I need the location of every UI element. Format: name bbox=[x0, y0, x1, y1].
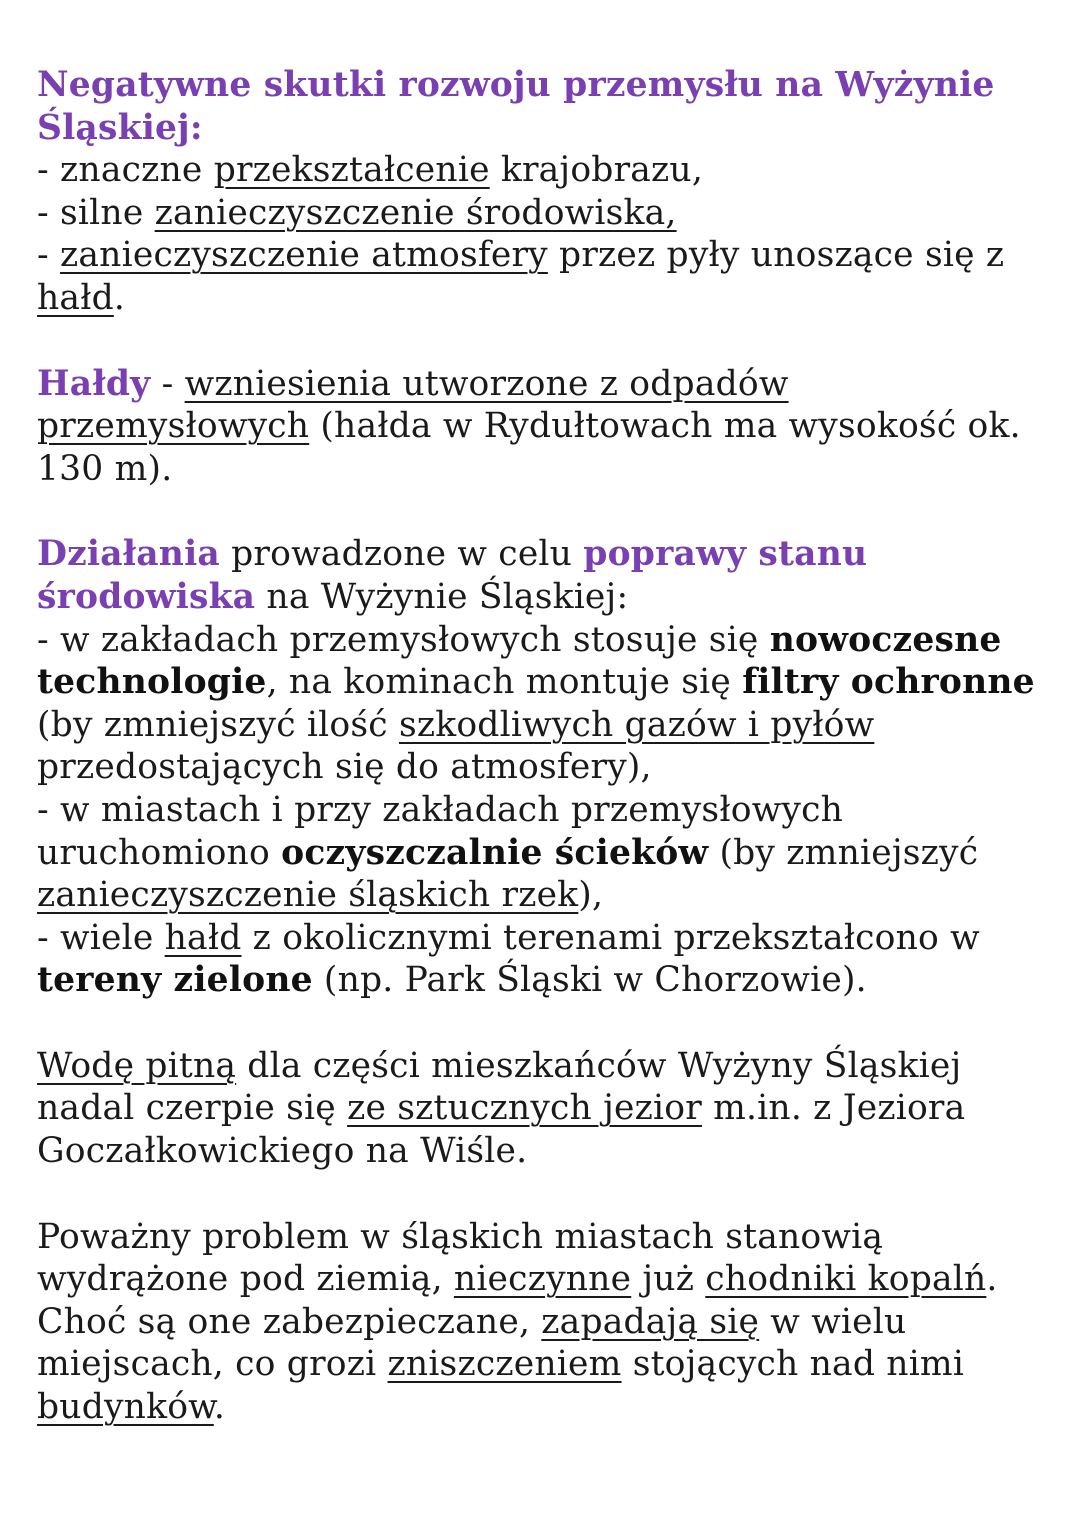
text-run: . bbox=[213, 1387, 225, 1428]
section-negative-effects bbox=[37, 64, 1047, 320]
underlined-text: hałd bbox=[37, 277, 114, 318]
text-line bbox=[37, 363, 1047, 406]
text-run: na Wyżynie Śląskiej: bbox=[255, 576, 629, 617]
term-highlight: środowiska bbox=[37, 576, 256, 617]
underlined-text: ze sztucznych jezior bbox=[347, 1088, 702, 1129]
bullet-line bbox=[37, 192, 1047, 235]
text-run: krajobrazu, bbox=[489, 150, 704, 191]
text-run: m.in. z Jeziora bbox=[701, 1088, 966, 1129]
bullet-line: - w miastach i przy zakładach przemysłowych bbox=[37, 789, 844, 830]
underlined-text: zapadają się bbox=[541, 1301, 760, 1342]
underlined-text: zanieczyszczenie śląskich rzek bbox=[37, 875, 579, 916]
text-line bbox=[37, 704, 1047, 747]
bullet-line bbox=[37, 917, 1047, 960]
text-run: (np. Park Śląski w Chorzowie). bbox=[312, 960, 867, 1001]
text-line bbox=[37, 576, 1047, 619]
text-line bbox=[37, 1045, 1047, 1088]
text-run: przez pyły unoszące się z bbox=[547, 235, 1005, 276]
text-run: . bbox=[986, 1259, 998, 1300]
text-line bbox=[37, 405, 1047, 448]
text-line: przedostających się do atmosfery), bbox=[37, 747, 652, 788]
text-line bbox=[37, 1386, 1047, 1429]
bold-text: nowoczesne bbox=[769, 619, 1002, 660]
text-run: dla części mieszkańców Wyżyny Śląskiej bbox=[236, 1045, 962, 1086]
text-run: (by zmniejszyć ilość bbox=[37, 704, 399, 745]
text-run: , na kominach montuje się bbox=[266, 662, 743, 703]
text-line bbox=[37, 1301, 1047, 1344]
bold-text: oczyszczalnie ścieków bbox=[281, 832, 709, 873]
text-run: prowadzone w celu bbox=[219, 534, 584, 575]
bold-text: filtry ochronne bbox=[742, 662, 1035, 703]
term-highlight: poprawy stanu bbox=[583, 534, 868, 575]
underlined-text: chodniki kopalń bbox=[705, 1259, 987, 1300]
section-heading-line: Śląskiej: bbox=[37, 107, 203, 148]
underlined-text: zanieczyszczenie środowiska, bbox=[154, 192, 677, 233]
term-highlight: Działania bbox=[37, 534, 220, 575]
text-line bbox=[37, 874, 1047, 917]
bullet-line bbox=[37, 149, 1047, 192]
section-haldy-definition bbox=[37, 363, 1047, 491]
text-run: - silne bbox=[37, 192, 155, 233]
text-line: 130 m). bbox=[37, 448, 173, 489]
text-line bbox=[37, 832, 1047, 875]
text-line: Poważny problem w śląskich miastach stanowią bbox=[37, 1216, 884, 1257]
text-line bbox=[37, 533, 1047, 576]
text-run: . bbox=[113, 277, 126, 318]
text-run: (by zmniejszyć bbox=[708, 832, 979, 873]
section-mine-tunnels bbox=[37, 1216, 1047, 1429]
section-actions bbox=[37, 533, 1047, 1002]
text-line bbox=[37, 1087, 1047, 1130]
text-run: miejscach, co grozi bbox=[37, 1344, 388, 1385]
text-run: - bbox=[150, 363, 185, 404]
underlined-text: zniszczeniem bbox=[387, 1344, 622, 1385]
text-run: - znaczne bbox=[37, 150, 214, 191]
text-line bbox=[37, 1258, 1047, 1301]
bold-text: tereny zielone bbox=[37, 960, 313, 1001]
text-run: uruchomiono bbox=[37, 832, 282, 873]
text-run: - w zakładach przemysłowych stosuje się bbox=[37, 619, 770, 660]
term-highlight: Hałdy bbox=[37, 363, 151, 404]
text-run: z okolicznymi terenami przekształcono w bbox=[241, 917, 980, 958]
text-line bbox=[37, 661, 1047, 704]
text-run: w wielu bbox=[759, 1301, 907, 1342]
text-run: już bbox=[631, 1259, 706, 1300]
document-page bbox=[37, 64, 1047, 1472]
bullet-line bbox=[37, 619, 1047, 662]
text-run: Choć są one zabezpieczane, bbox=[37, 1301, 542, 1342]
underlined-text: hałd bbox=[164, 917, 242, 958]
text-run: wydrążone pod ziemią, bbox=[37, 1259, 454, 1300]
underlined-text: szkodliwych gazów i pyłów bbox=[398, 704, 875, 745]
text-line: Goczałkowickiego na Wiśle. bbox=[37, 1131, 528, 1172]
bullet-line bbox=[37, 234, 1047, 277]
underlined-text: Wodę pitną bbox=[37, 1045, 237, 1086]
text-run: - bbox=[37, 235, 61, 276]
text-run: (hałda w Rydułtowach ma wysokość ok. bbox=[309, 406, 1021, 447]
text-run: nadal czerpie się bbox=[37, 1088, 348, 1129]
bold-text: technologie bbox=[37, 662, 267, 703]
text-line bbox=[37, 277, 1047, 320]
text-line bbox=[37, 959, 1047, 1002]
underlined-text: przemysłowych bbox=[37, 406, 310, 447]
text-run: - wiele bbox=[37, 917, 165, 958]
text-run: ), bbox=[578, 875, 604, 916]
section-heading-line: Negatywne skutki rozwoju przemysłu na Wyżynie bbox=[37, 65, 995, 105]
underlined-text: zanieczyszczenie atmosfery bbox=[60, 235, 548, 276]
text-run: stojących nad nimi bbox=[621, 1344, 965, 1385]
underlined-text: budynków bbox=[37, 1387, 214, 1428]
section-drinking-water bbox=[37, 1045, 1047, 1173]
text-line bbox=[37, 1343, 1047, 1386]
underlined-text: nieczynne bbox=[453, 1259, 632, 1300]
underlined-text: przekształcenie bbox=[213, 150, 490, 191]
underlined-text: wzniesienia utworzone z odpadów bbox=[184, 363, 789, 404]
